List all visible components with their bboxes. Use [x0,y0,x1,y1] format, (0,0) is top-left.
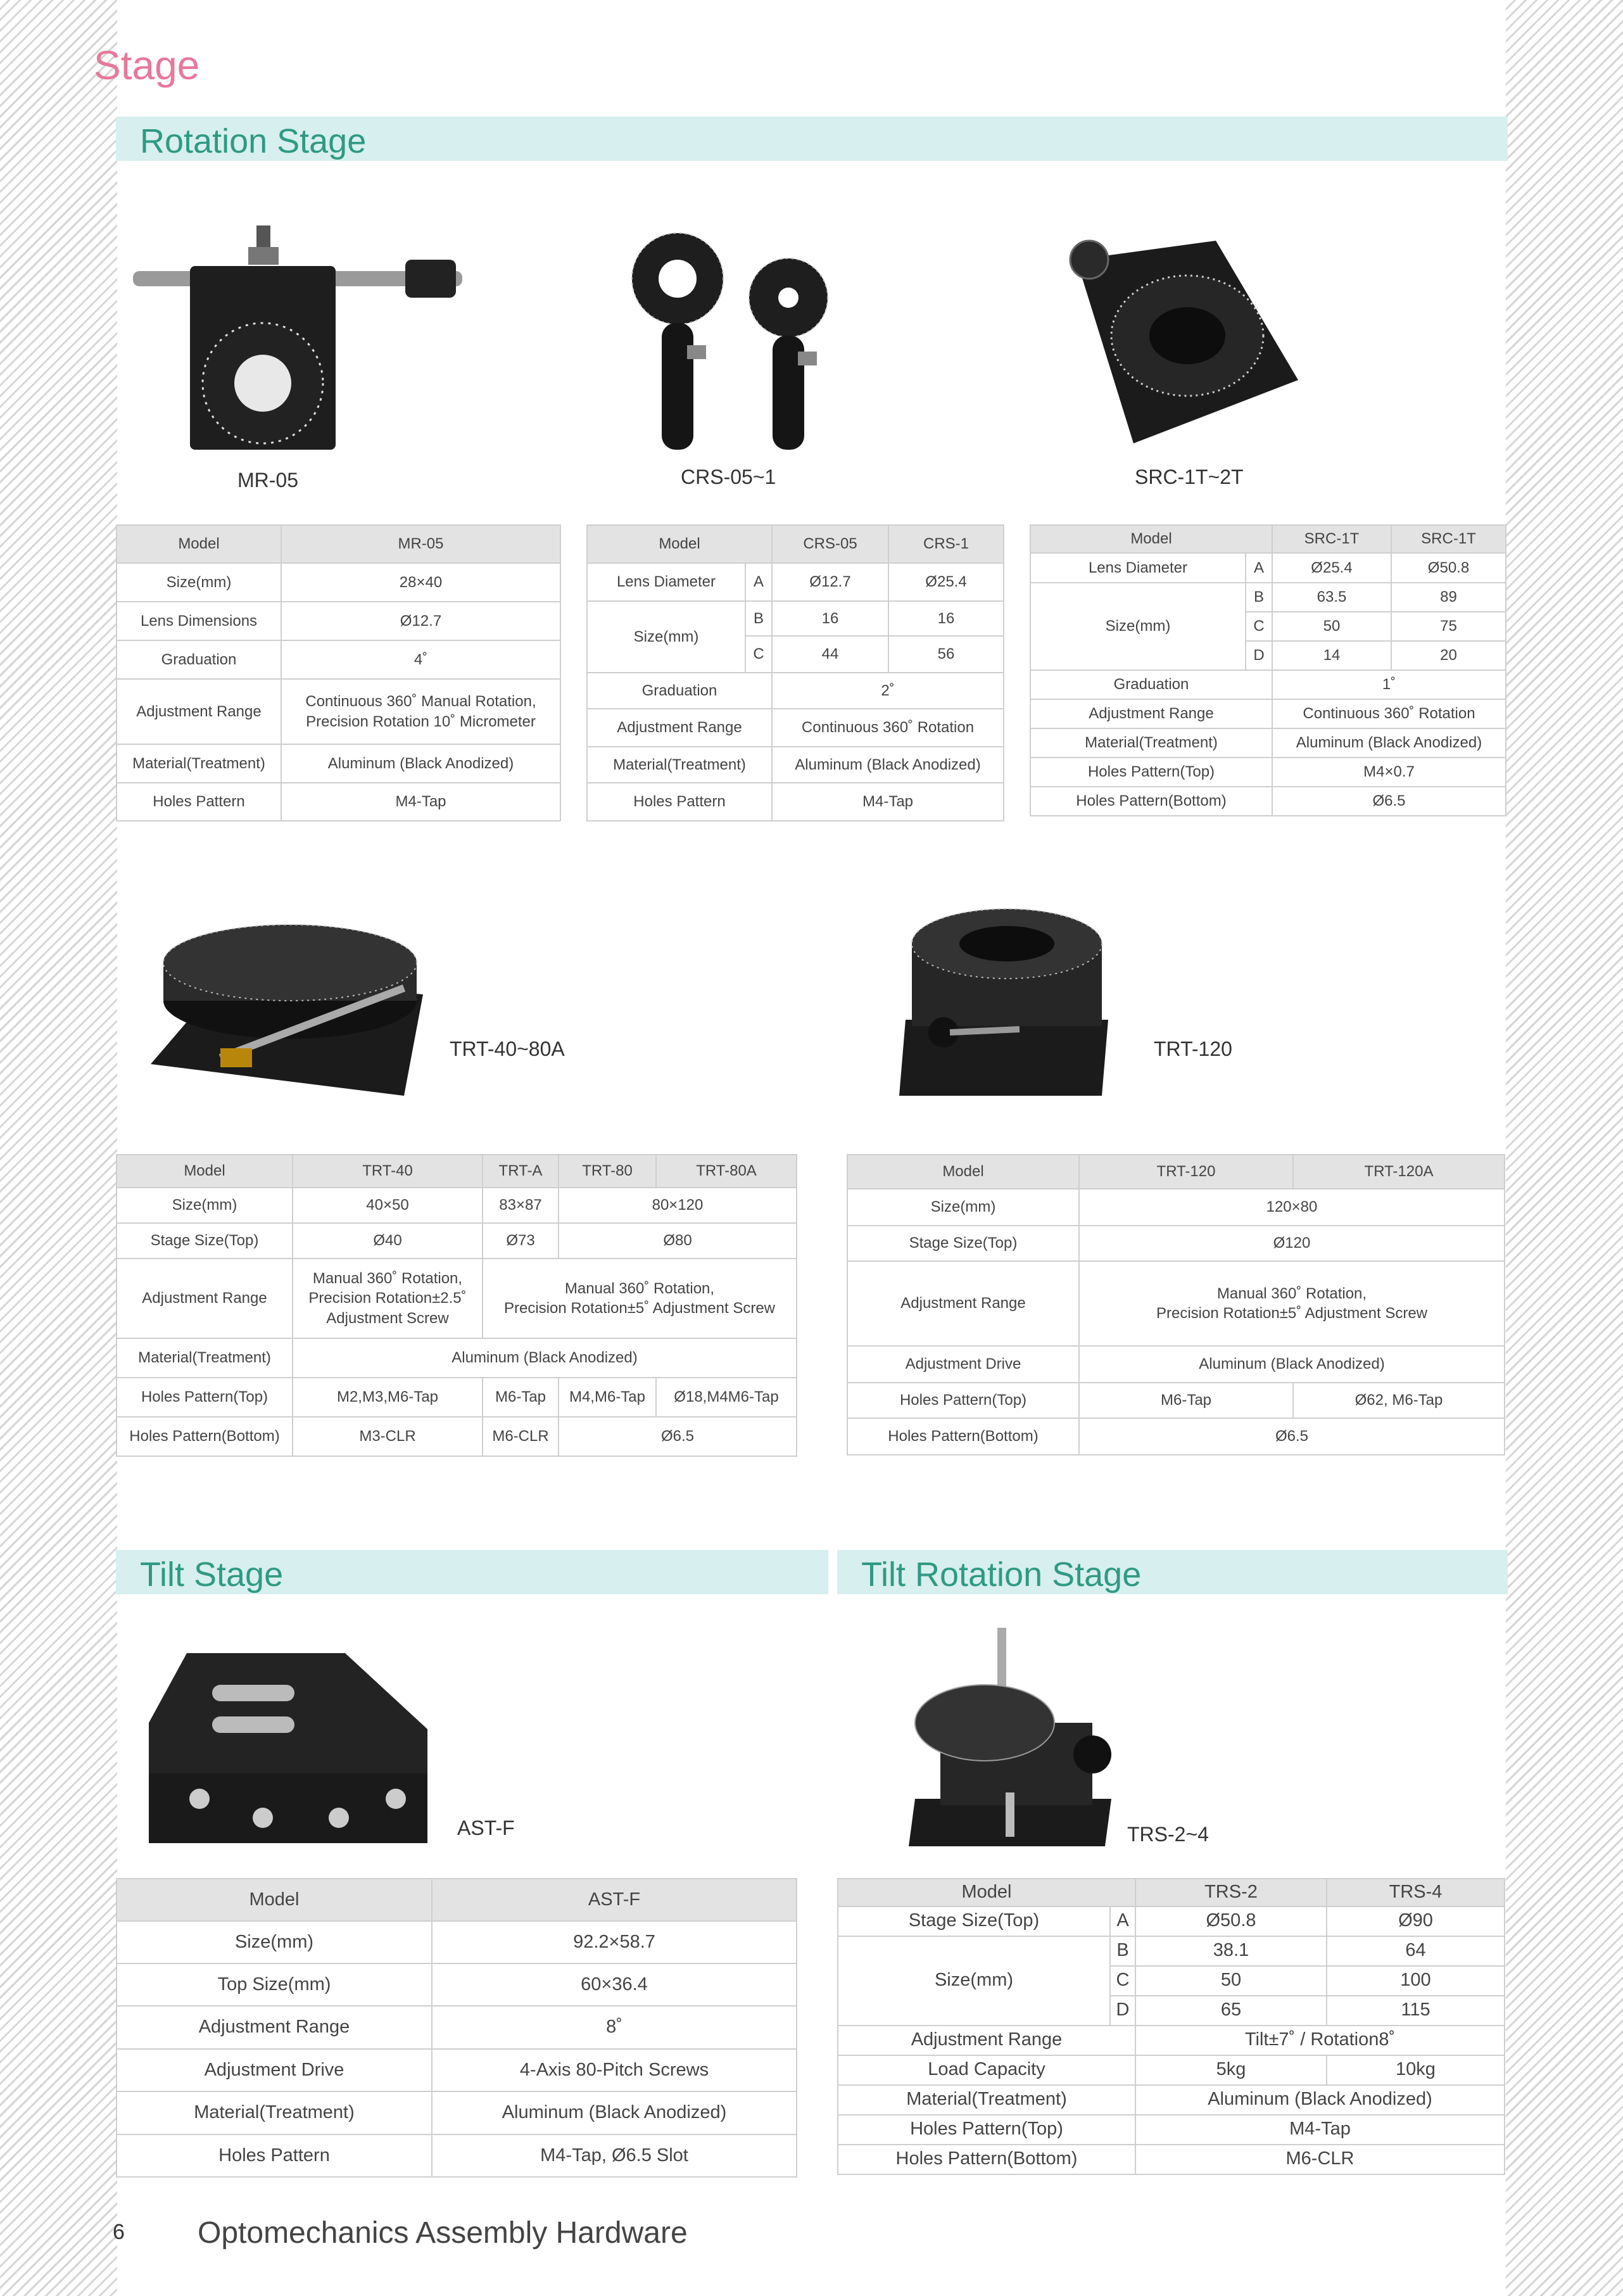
holes-bottom-value: Ø6.5 [1272,787,1506,816]
section-title: Tilt Stage [140,1556,284,1594]
holes-bottom-label: Holes Pattern(Bottom) [838,2145,1135,2174]
top-size-label: Top Size(mm) [117,1963,432,2006]
section-title: Rotation Stage [140,122,367,160]
size-trt40: 40×50 [293,1188,483,1223]
b-value-1: 38.1 [1135,1936,1327,1966]
a-value-1: Ø25.4 [1272,553,1391,583]
model-label: Model [1030,525,1272,553]
holes-top-trt120: M6-Tap [1079,1383,1293,1418]
stage-size-label: Stage Size(Top) [838,1906,1110,1936]
dim-a: A [1246,553,1272,583]
adjustment-line-2: Precision Rotation±2.5˚ [308,1290,467,1307]
d-value-2: 20 [1391,641,1506,670]
dim-b: B [1246,583,1272,612]
b-value-2: 89 [1391,583,1506,612]
lens-label: Lens Diameter [587,563,745,601]
model-label: Model [117,1879,432,1921]
holes-bottom-value: M6-CLR [1135,2145,1505,2174]
adjustment-trt40 [293,1259,483,1338]
holes-value: M4-Tap [281,783,560,821]
adjustment-value: 8˚ [432,2006,797,2049]
dim-c: C [745,636,772,673]
trt120-spec-table [847,1154,1505,1456]
holes-top-value: M4-Tap [1135,2115,1505,2145]
holes-bottom-label: Holes Pattern(Bottom) [847,1418,1079,1455]
adjustment-label: Adjustment Range [838,2026,1135,2055]
graduation-value: 2˚ [772,673,1004,709]
dim-b: B [1110,1936,1135,1966]
c-value-2: 75 [1391,612,1506,641]
trt40-product-image [138,899,429,1102]
holes-bottom-trt80: Ø6.5 [559,1417,797,1456]
holes-top-trt80: M4,M6-Tap [559,1378,656,1417]
adjustment-value: Continuous 360˚ Rotation [1272,699,1506,728]
c-value-1: 44 [772,636,888,673]
material-label: Material(Treatment) [587,747,772,783]
drive-label: Adjustment Drive [847,1346,1079,1383]
graduation-value: 4˚ [281,640,560,679]
adjustment-label: Adjustment Range [587,709,772,747]
trs-product-image [902,1628,1130,1849]
model-trt40: TRT-40 [293,1155,483,1188]
size-label: Size(mm) [1030,583,1246,670]
adjustment-line-2: Precision Rotation±5˚ Adjustment Screw [1156,1305,1428,1322]
mr05-label: MR-05 [237,469,299,492]
model-value: AST-F [432,1879,797,1921]
model-trs4: TRS-4 [1327,1879,1505,1906]
adjustment-label: Adjustment Range [847,1261,1079,1346]
dim-a: A [745,563,772,601]
model-crs1: CRS-1 [888,525,1004,563]
holes-top-label: Holes Pattern(Top) [1030,758,1272,787]
drive-label: Adjustment Drive [117,2049,432,2091]
size-value: 28×40 [281,563,560,602]
a-value-2: Ø50.8 [1391,553,1506,583]
material-label: Material(Treatment) [117,2091,432,2134]
top-size-value: 60×36.4 [432,1963,797,2006]
d-value-2: 115 [1327,1996,1505,2026]
adjustment-value: Continuous 360˚ Rotation [772,709,1004,747]
material-value: Aluminum (Black Anodized) [293,1338,797,1378]
size-label: Size(mm) [117,1921,432,1963]
model-label: Model [117,525,281,563]
src-product-image [1051,234,1304,450]
model-label: Model [847,1155,1079,1189]
dim-c: C [1110,1966,1135,1996]
d-value-1: 14 [1272,641,1391,670]
adjustment-line-1: Manual 360˚ Rotation, [1216,1284,1367,1302]
crs-label: CRS-05~1 [681,466,776,488]
material-value: Aluminum (Black Anodized) [432,2091,797,2134]
src-label: SRC-1T~2T [1135,466,1244,488]
drive-value: Aluminum (Black Anodized) [1079,1346,1505,1383]
trt40-label: TRT-40~80A [450,1037,565,1060]
adjustment-label: Adjustment Range [117,2006,432,2049]
material-value: Aluminum (Black Anodized) [281,744,560,783]
material-label: Material(Treatment) [117,744,281,783]
lens-label: Lens Diameter [1030,553,1246,583]
material-value: Aluminum (Black Anodized) [772,747,1004,783]
trt120-product-image [893,906,1121,1102]
dim-b: B [745,601,772,636]
lens-value: Ø12.7 [281,602,560,640]
adjustment-line-1: Continuous 360˚ Manual Rotation, [305,693,536,711]
material-label: Material(Treatment) [1030,728,1272,758]
section-header-tilt [116,1550,828,1594]
model-label: Model [587,525,772,563]
graduation-label: Graduation [587,673,772,709]
stage-trt40: Ø40 [293,1223,483,1259]
trt120-label: TRT-120 [1154,1037,1232,1060]
holes-label: Holes Pattern [117,783,281,821]
stage-size-label: Stage Size(Top) [117,1223,293,1259]
lens-label: Lens Dimensions [117,602,281,640]
holes-top-label: Holes Pattern(Top) [117,1378,293,1417]
graduation-label: Graduation [1030,670,1272,699]
load-label: Load Capacity [838,2055,1135,2085]
dim-d: D [1110,1996,1135,2026]
astf-label: AST-F [457,1817,515,1839]
holes-label: Holes Pattern [117,2134,432,2177]
adjustment-line-1: Manual 360˚ Rotation, [312,1270,463,1288]
holes-top-label: Holes Pattern(Top) [847,1383,1079,1418]
a-value-2: Ø90 [1327,1906,1505,1936]
holes-top-trt120a: Ø62, M6-Tap [1293,1383,1505,1418]
trs-label: TRS-2~4 [1127,1823,1209,1846]
size-value: 92.2×58.7 [432,1921,797,1963]
section-title: Tilt Rotation Stage [861,1556,1142,1594]
material-value: Aluminum (Black Anodized) [1272,728,1506,758]
size-label: Size(mm) [117,563,281,602]
dim-d: D [1246,641,1272,670]
model-label: Model [117,1155,293,1188]
graduation-label: Graduation [117,640,281,679]
holes-top-value: M4×0.7 [1272,758,1506,787]
adjustment-line-2: Precision Rotation 10˚ Micrometer [306,713,536,730]
holes-value: M4-Tap [772,783,1004,821]
astf-product-image [136,1647,440,1849]
c-value-1: 50 [1135,1966,1327,1996]
left-hatch-border [0,0,117,2296]
d-value-1: 65 [1135,1996,1327,2026]
graduation-value: 1˚ [1272,670,1506,699]
section-header-rotation [116,117,1508,161]
size-trta: 83×87 [483,1188,559,1223]
material-label: Material(Treatment) [117,1338,293,1378]
holes-bottom-label: Holes Pattern(Bottom) [117,1417,293,1456]
material-value: Aluminum (Black Anodized) [1135,2085,1505,2115]
model-crs05: CRS-05 [772,525,888,563]
holes-bottom-value: Ø6.5 [1079,1418,1505,1455]
holes-top-label: Holes Pattern(Top) [838,2115,1135,2145]
a-value-2: Ø25.4 [888,563,1004,601]
holes-bottom-trt40: M3-CLR [293,1417,483,1456]
adjustment-trt80 [483,1259,797,1338]
adjustment-value: Tilt±7˚ / Rotation8˚ [1135,2026,1505,2055]
b-value-1: 63.5 [1272,583,1391,612]
section-header-tilt-rotation [837,1550,1508,1594]
model-label: Model [838,1879,1135,1906]
right-hatch-border [1506,0,1623,2296]
mr05-spec-table [116,524,561,821]
crs-product-image [624,228,852,456]
size-trt80: 80×120 [559,1188,797,1223]
holes-top-trt40: M2,M3,M6-Tap [293,1378,483,1417]
stage-size-label: Stage Size(Top) [847,1226,1079,1261]
adjustment-label: Adjustment Range [117,1259,293,1338]
model-src2: SRC-1T [1391,525,1506,553]
adjustment-line-1: Manual 360˚ Rotation, [564,1279,715,1297]
c-value-1: 50 [1272,612,1391,641]
load-trs2: 5kg [1135,2055,1327,2085]
trs-spec-table [837,1878,1505,2175]
a-value-1: Ø12.7 [772,563,888,601]
size-label: Size(mm) [847,1189,1079,1226]
adjustment-label: Adjustment Range [1030,699,1272,728]
stage-trta: Ø73 [483,1223,559,1259]
holes-label: Holes Pattern [587,783,772,821]
load-trs4: 10kg [1327,2055,1505,2085]
model-src1: SRC-1T [1272,525,1391,553]
size-label: Size(mm) [117,1188,293,1223]
size-label: Size(mm) [838,1936,1110,2026]
b-value-2: 64 [1327,1936,1505,1966]
holes-top-trta: M6-Tap [483,1378,559,1417]
a-value-1: Ø50.8 [1135,1906,1327,1936]
c-value-2: 100 [1327,1966,1505,1996]
src-spec-table [1030,524,1506,816]
model-trt120a: TRT-120A [1293,1155,1505,1189]
c-value-2: 56 [888,636,1004,673]
holes-value: M4-Tap, Ø6.5 Slot [432,2134,797,2177]
b-value-1: 16 [772,601,888,636]
adjustment-value [281,679,560,744]
stage-trt80: Ø80 [559,1223,797,1259]
model-trt80a: TRT-80A [656,1155,797,1188]
holes-bottom-label: Holes Pattern(Bottom) [1030,787,1272,816]
b-value-2: 16 [888,601,1004,636]
drive-value: 4-Axis 80-Pitch Screws [432,2049,797,2091]
dim-c: C [1246,612,1272,641]
crs-spec-table [586,524,1004,821]
page-title: Stage [94,42,200,88]
mr05-product-image [127,222,469,456]
stage-size-value: Ø120 [1079,1226,1505,1261]
size-value: 120×80 [1079,1189,1505,1226]
model-trt80: TRT-80 [559,1155,656,1188]
model-value: MR-05 [281,525,560,563]
page-number: 6 [113,2220,125,2244]
model-trt120: TRT-120 [1079,1155,1293,1189]
material-label: Material(Treatment) [838,2085,1135,2115]
size-label: Size(mm) [587,601,745,673]
model-trta: TRT-A [483,1155,559,1188]
adjustment-line-3: Adjustment Screw [326,1309,449,1327]
trt40-spec-table [116,1154,797,1457]
adjustment-value [1079,1261,1505,1346]
holes-bottom-trta: M6-CLR [483,1417,559,1456]
footer-title: Optomechanics Assembly Hardware [198,2216,688,2250]
adjustment-line-2: Precision Rotation±5˚ Adjustment Screw [503,1300,776,1317]
adjustment-label: Adjustment Range [117,679,281,744]
astf-spec-table [116,1878,797,2178]
holes-top-trt80a: Ø18,M4M6-Tap [656,1378,797,1417]
dim-a: A [1110,1906,1135,1936]
model-trs2: TRS-2 [1135,1879,1327,1906]
